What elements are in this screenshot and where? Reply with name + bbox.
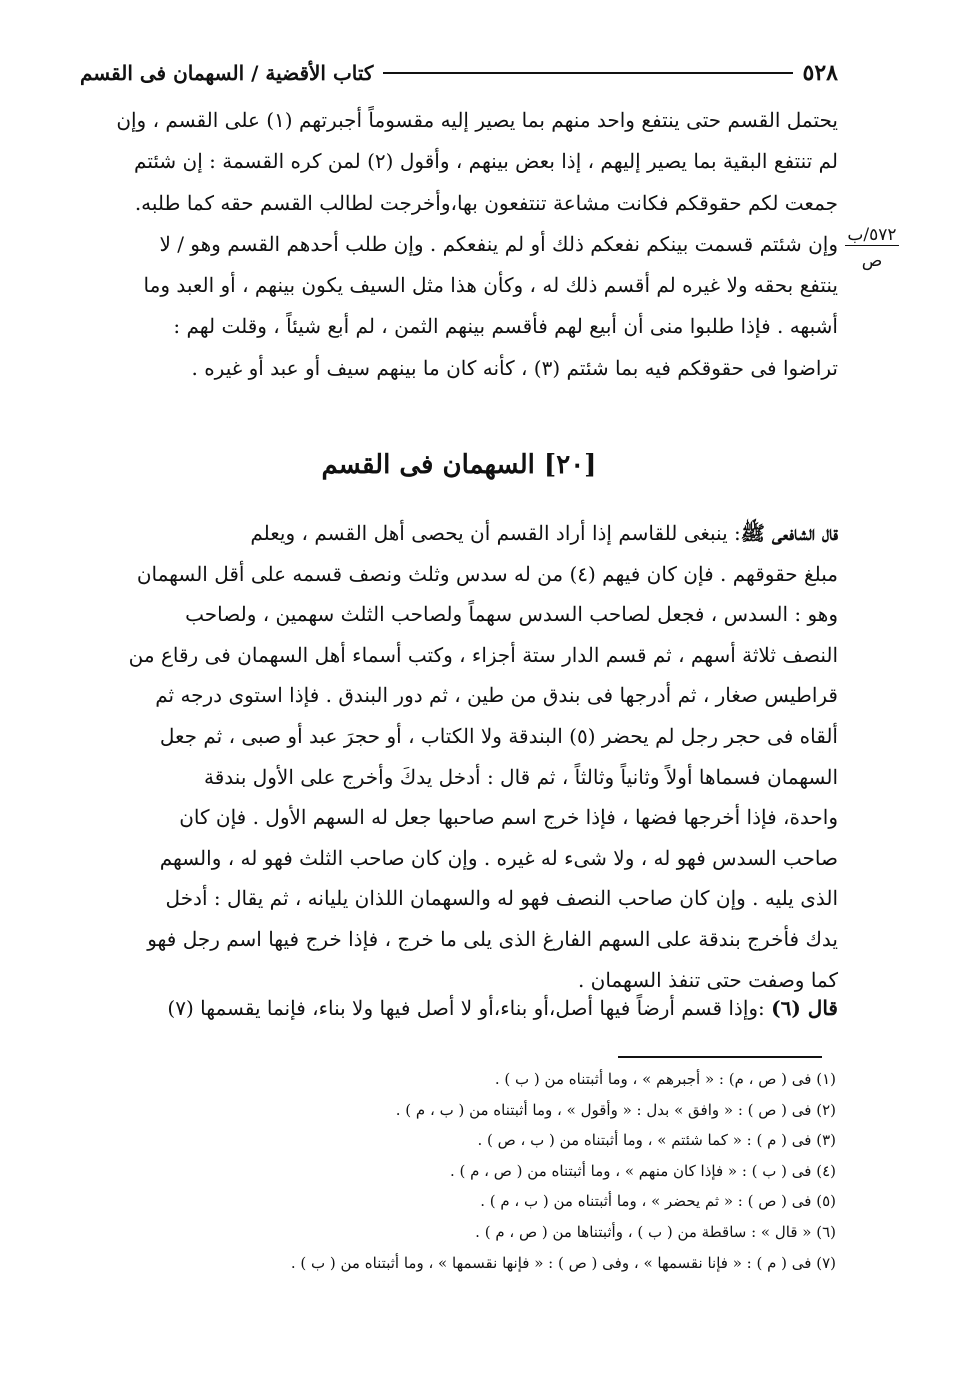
text-line: لم تنتفع البقية بما يصير إليهم ، إذا بعض بينهم ، وأقول (٢) لمن كره القسمة : إن شئتم xyxy=(134,149,838,174)
text-line: أشبهه . فإذا طلبوا منى أن أبيع لهم فأقسم بينهم الثمن ، لم أبع شيئاً ، وقلت لهم : xyxy=(173,314,838,339)
text-line: جمعت لكم حقوقكم فكانت مشاعة تنتفعون بها،وأخرجت لطالب القسم حقه كما طلبه. xyxy=(134,190,838,215)
footnote: (٥) فى ( ص ) : « ثم يحضر » ، وما أثبتناه من ( ب ، م ) . xyxy=(480,1192,836,1211)
header-rule xyxy=(383,72,792,74)
text-line: ألقاه فى حجر رجل لم يحضر (٥) البندقة ولا الكتاب ، أو حجرَ عبد أو صبى ، ثم جعل xyxy=(159,723,838,748)
text-line: مبلغ حقوقهم . فإن كان فيهم (٤) من له سدس وثلث ونصف قسمه على أقل السهمان xyxy=(136,561,838,586)
footnotes xyxy=(130,1064,836,1278)
text-line: الذى يليه . وإن كان صاحب النصف فهو له والسهمان اللذان يليانه ، ثم يقال : أدخل xyxy=(165,886,838,911)
text-line xyxy=(80,988,838,1028)
footnote: (٢) فى ( ص ) : « وافق » بدل : « وأقول » ، وما أثبتناه من ( ب ، م ) . xyxy=(395,1100,836,1119)
text-line: تراضوا فى حقوقكم فيه بما شئتم (٣) ، كأنه كان ما بينهم سيف أو عبد أو غيره . xyxy=(191,355,838,380)
text-line: يدك فأخرج بندقة على السهم الفارغ الذى يلى ما خرج ، فإذا خرج فيها اسم رجل فهو xyxy=(147,926,838,951)
footnote-rule xyxy=(618,1056,822,1058)
text-line: وهو : السدس ، فجعل لصاحب السدس سهماً ولصاحب الثلث سهمين ، ولصاحب xyxy=(185,602,838,627)
manuscript-folio-ref: ٥٧٢/ب xyxy=(847,225,897,245)
paragraph-lead: قال (٦) xyxy=(771,996,838,1020)
footnote: (١) فى ( ص ، م) : « أجبرهم » ، وما أثبتناه من ( ب ) . xyxy=(494,1070,836,1088)
text-line: كما وصفت حتى تنفذ السهمان . xyxy=(577,967,838,992)
page-number: ٥٢٨ xyxy=(802,60,838,86)
paragraph-lead: قال الشافعى ﷺ xyxy=(740,521,838,545)
text-line: النصف ثلاثة أسهم ، ثم قسم الدار ستة أجزاء ، وكتب أسماء أهل السهمان فى رقاع من xyxy=(128,642,838,667)
footnote: (٦) « قال » : ساقطة من ( ب ) ، وأثبتناها من ( ص ، م ) . xyxy=(475,1222,836,1241)
text-line: صاحب السدس فهو له ، ولا شىء له غيره . وإن كان صاحب الثلث فهو له ، والسهم xyxy=(159,845,838,870)
paragraph-1 xyxy=(80,100,838,389)
page-header xyxy=(80,56,838,90)
running-title: كتاب الأقضية / السهمان فى القسم xyxy=(80,61,374,85)
paragraph-2 xyxy=(80,513,838,1000)
text-line: قراطيس صغار ، ثم أدرجها فى بندق من طين ، ثم دور البندق . فإذا استوى درجه ثم xyxy=(155,683,838,708)
text-line: واحدة، فإذا أخرجها فضها ، فإذا خرج اسم صاحبها جعل له السهم الأول . فإن كان xyxy=(179,805,838,830)
footnote: (٤) فى ( ب ) : « فإذا كان منهم » ، وما أثبتناه من ( ص ، م ) . xyxy=(449,1161,836,1180)
section-heading: [٢٠] السهمان فى القسم xyxy=(321,450,597,480)
footnote: (٧) فى ( م ) : « فإنا نقسمها » ، وفى ( ص ) : « فإنها نقسمها » ، وما أثبتناه من ( ب ) . xyxy=(290,1253,836,1272)
footnote: (٣) فى ( م ) : « كما شئتم » ، وما أثبتناه من ( ب ، ص ) . xyxy=(477,1131,836,1150)
text-line: وإن شئتم قسمت بينكم نفعكم ذلك أو لم ينفعكم . وإن طلب أحدهم القسم وهو / لا xyxy=(159,231,838,256)
text-line: ينتفع بحقه ولا غيره لم أقسم ذلك له ، وكأن هذا مثل السيف يكون بينهم ، أو العبد وما xyxy=(143,273,838,298)
text-span: :وإذا قسم أرضاً فيها أصل،أو بناء،أو لا أصل فيها ولا بناء، فإنما يقسمها (٧) xyxy=(167,996,765,1020)
paragraph-3 xyxy=(80,988,838,1028)
text-line: يحتمل القسم حتى ينتفع واحد منهم بما يصير إليه مقسوماً أجبرتهم (١) على القسم ، وإن xyxy=(116,108,838,132)
text-line: السهمان فسماها أولاً وثانياً وثالثاً ، ثم قال : أدخل يدكَ وأخرج على الأول بندقة xyxy=(204,764,838,789)
manuscript-margin-note xyxy=(842,222,902,274)
text-line xyxy=(80,513,838,554)
text-span: : ينبغى للقاسم إذا أراد القسم أن يحصى أهل القسم ، ويعلم xyxy=(250,521,741,545)
manuscript-siglum: ص xyxy=(861,251,883,271)
